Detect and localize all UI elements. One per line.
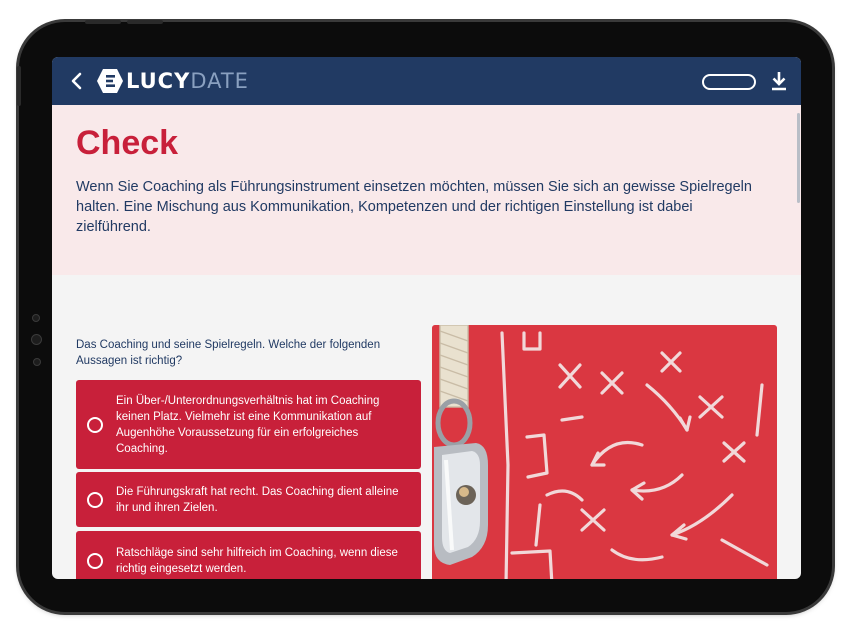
top-button-1 bbox=[85, 20, 121, 24]
answer-option-2[interactable] bbox=[76, 472, 421, 527]
brand-logo bbox=[126, 69, 249, 93]
scrollbar-thumb[interactable] bbox=[797, 113, 800, 203]
answer-label: Ein Über-/Unterordnungsverhältnis hat im Coaching keinen Platz. Vielmehr ist eine Kommunikation auf Augenhöhe Voraussetzung für ein erfolgreiches Coaching. bbox=[116, 394, 380, 455]
quiz-question: Das Coaching und seine Spielregeln. Welche der folgenden Aussagen ist richtig? bbox=[76, 339, 381, 367]
radio-icon[interactable] bbox=[87, 553, 103, 569]
sensor-dot bbox=[31, 334, 42, 345]
brand-name-strong: LUCY bbox=[126, 69, 191, 93]
top-button-2 bbox=[127, 20, 163, 24]
brand-name-light: DATE bbox=[190, 69, 249, 93]
answer-option-3[interactable] bbox=[76, 531, 421, 579]
answer-label: Die Führungskraft hat recht. Das Coaching dient alleine ihr und ihren Zielen. bbox=[116, 485, 399, 514]
app-screen bbox=[52, 57, 801, 579]
camera-dot bbox=[32, 314, 40, 322]
scrollbar[interactable] bbox=[797, 105, 801, 579]
intro-text: Wenn Sie Coaching als Führungsinstrument einsetzen möchten, müssen Sie sich an gewisse Spielregeln halten. Eine Mischung aus Kommunikation, Kompetenzen und der richtigen Einstellung ist dabei zielführend. bbox=[76, 179, 752, 235]
answer-label: Ratschläge sind sehr hilfreich im Coaching, wenn diese richtig eingesetzt werden. bbox=[116, 547, 398, 575]
whistle-tactics-illustration bbox=[432, 325, 777, 579]
lucydate-logo-icon bbox=[96, 68, 124, 94]
radio-icon[interactable] bbox=[87, 417, 103, 433]
volume-button-top bbox=[17, 66, 21, 106]
sensor-dot-2 bbox=[33, 358, 41, 366]
chevron-left-icon[interactable] bbox=[70, 71, 84, 91]
toggle-pill-icon[interactable] bbox=[702, 74, 756, 90]
app-header bbox=[52, 57, 801, 105]
intro-panel bbox=[52, 105, 801, 275]
radio-icon[interactable] bbox=[87, 492, 103, 508]
answer-option-1[interactable] bbox=[76, 380, 421, 469]
whistle-tactics-image bbox=[432, 325, 777, 579]
page-title: Check bbox=[76, 124, 179, 162]
download-icon[interactable] bbox=[770, 71, 788, 91]
